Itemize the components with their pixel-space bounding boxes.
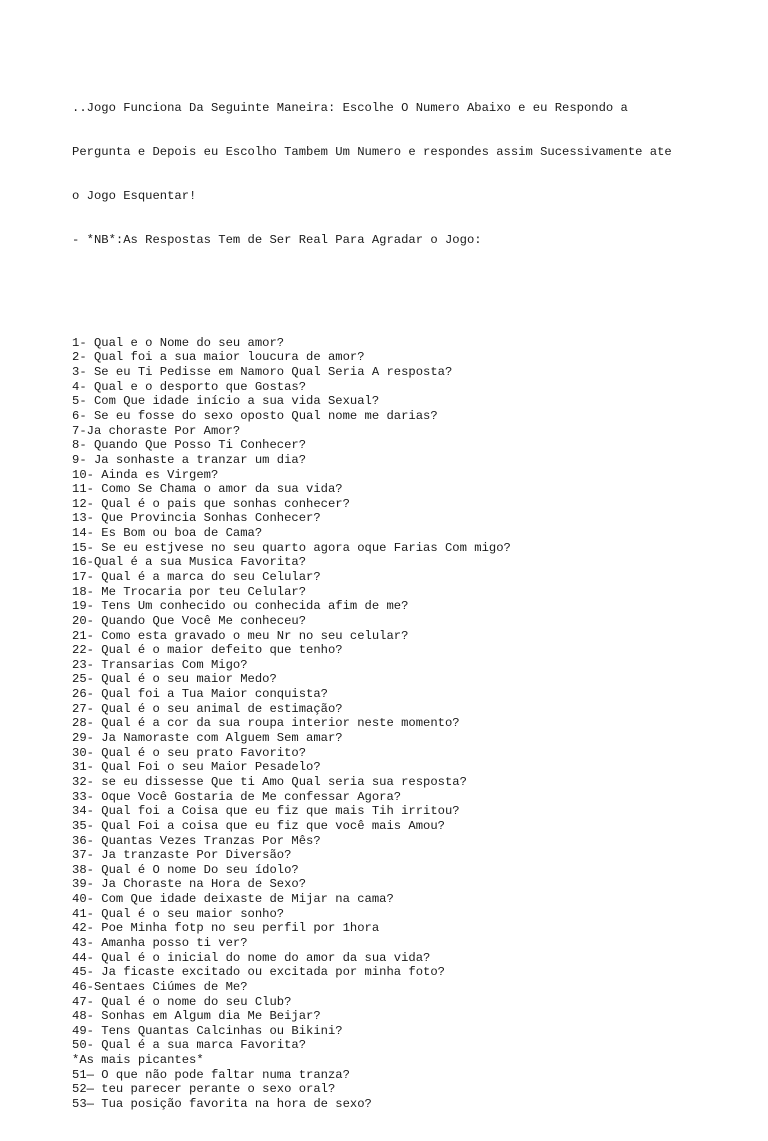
question-line: 41- Qual é o seu maior sonho? [72, 906, 285, 921]
question-line: 31- Qual Foi o seu Maior Pesadelo? [72, 760, 321, 775]
question-line: 7-Ja choraste Por Amor? [72, 423, 241, 438]
question-line: 30- Qual é o seu prato Favorito? [72, 745, 307, 760]
question-line: 47- Qual é o nome do seu Club? [72, 994, 292, 1009]
question-line: 39- Ja Choraste na Hora de Sexo? [72, 877, 307, 892]
blank-gap [72, 277, 752, 306]
question-line: 28- Qual é a cor da sua roupa interior neste momento? [72, 716, 460, 731]
question-line: 22- Qual é o maior defeito que tenho? [72, 643, 343, 658]
question-line: 19- Tens Um conhecido ou conhecida afim de me? [72, 599, 409, 614]
intro-line-3: o Jogo Esquentar! [72, 189, 197, 204]
question-line: 45- Ja ficaste excitado ou excitada por minha foto? [72, 965, 445, 980]
intro-line-4: - *NB*:As Respostas Tem de Ser Real Para Agradar o Jogo: [72, 233, 482, 248]
question-line: 50- Qual é a sua marca Favorita? [72, 1038, 307, 1053]
question-line: 48- Sonhas em Algum dia Me Beijar? [72, 1009, 321, 1024]
question-line: 44- Qual é o inicial do nome do amor da sua vida? [72, 950, 431, 965]
question-line: 25- Qual é o seu maior Medo? [72, 672, 277, 687]
question-line: 17- Qual é a marca do seu Celular? [72, 569, 321, 584]
question-line: 29- Ja Namoraste com Alguem Sem amar? [72, 731, 343, 746]
question-line: 16-Qual é a sua Musica Favorita? [72, 555, 307, 570]
question-line: 18- Me Trocaria por teu Celular? [72, 584, 307, 599]
question-line: 12- Qual é o pais que sonhas conhecer? [72, 496, 350, 511]
question-line: 43- Amanha posso ti ver? [72, 936, 248, 950]
question-line: 14- Es Bom ou boa de Cama? [72, 526, 263, 541]
question-line: 53— Tua posição favorita na hora de sexo? [72, 1097, 372, 1112]
question-line: 13- Que Provincia Sonhas Conhecer? [72, 511, 321, 526]
question-line: 38- Qual é O nome Do seu ídolo? [72, 862, 299, 877]
intro-line-1: ..Jogo Funciona Da Seguinte Maneira: Escolhe O Numero Abaixo e eu Respondo a [72, 101, 628, 116]
question-line: 6- Se eu fosse do sexo oposto Qual nome me darias? [72, 408, 438, 423]
question-line: 42- Poe Minha fotp no seu perfil por 1hora [72, 921, 380, 936]
intro-line-2: Pergunta e Depois eu Escolho Tambem Um Numero e respondes assim Sucessivamente ate [72, 145, 672, 160]
question-line: 23- Transarias Com Migo? [72, 657, 248, 672]
document-text [72, 72, 752, 1141]
question-line: 46-Sentaes Ciúmes de Me? [72, 979, 248, 994]
question-line: 27- Qual é o seu animal de estimação? [72, 701, 343, 716]
question-line: 33- Oque Você Gostaria de Me confessar Agora? [72, 789, 402, 804]
question-line: 3- Se eu Ti Pedisse em Namoro Qual Seria A resposta? [72, 365, 453, 380]
question-line: 1- Qual e o Nome do seu amor? [72, 335, 285, 350]
question-line: 15- Se eu estjvese no seu quarto agora oque Farias Com migo? [72, 540, 511, 555]
question-line: 21- Como esta gravado o meu Nr no seu celular? [72, 628, 409, 643]
question-line: 52— teu parecer perante o sexo oral? [72, 1082, 336, 1097]
question-line: 20- Quando Que Você Me conheceu? [72, 613, 307, 628]
question-line: 26- Qual foi a Tua Maior conquista? [72, 687, 328, 702]
question-line: 10- Ainda es Virgem? [72, 467, 219, 482]
question-line: 32- se eu dissesse Que ti Amo Qual seria sua resposta? [72, 774, 467, 789]
question-line: *As mais picantes* [72, 1053, 204, 1068]
question-line: 4- Qual e o desporto que Gostas? [72, 379, 307, 394]
question-line: 37- Ja tranzaste Por Diversão? [72, 848, 292, 863]
question-line: 2- Qual foi a sua maior loucura de amor? [72, 350, 365, 365]
question-line: 34- Qual foi a Coisa que eu fiz que mais Tih irritou? [72, 804, 460, 819]
question-line: 5- Com Que idade início a sua vida Sexual? [72, 394, 380, 409]
question-line: 11- Como Se Chama o amor da sua vida? [72, 482, 343, 497]
question-line: 35- Qual Foi a coisa que eu fiz que você mais Amou? [72, 818, 445, 833]
question-line: 9- Ja sonhaste a tranzar um dia? [72, 452, 307, 467]
question-line: 40- Com Que idade deixaste de Mijar na cama? [72, 892, 394, 907]
question-list [72, 336, 752, 1112]
question-line: 8- Quando Que Posso Ti Conhecer? [72, 438, 307, 453]
question-line: 51— O que não pode faltar numa tranza? [72, 1067, 350, 1082]
question-line: 36- Quantas Vezes Tranzas Por Mês? [72, 833, 321, 848]
question-line: 49- Tens Quantas Calcinhas ou Bikini? [72, 1023, 343, 1038]
